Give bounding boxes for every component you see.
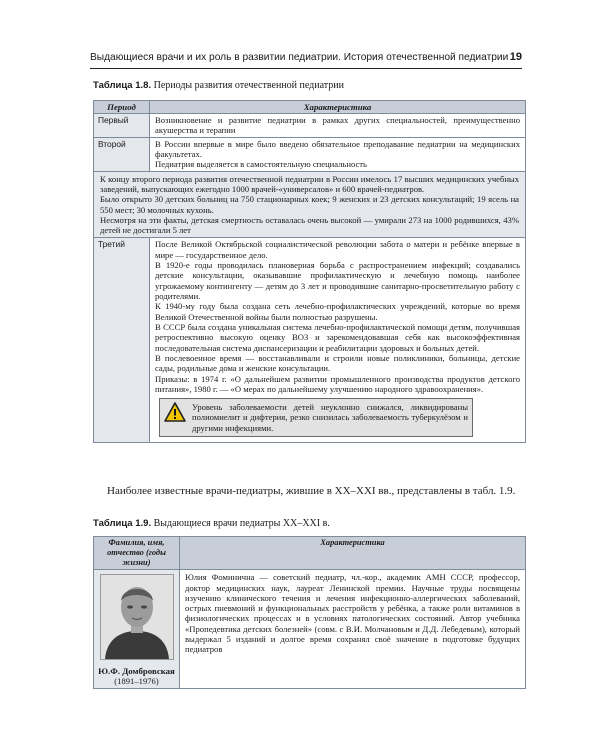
cell-line: В СССР была создана уникальная система лечебно-профилактической помощи детям, получившая ретроспективно высокую оценку ВОЗ и зарекомендовавшая себя как высокоэффективная последовательная система диспансеризации и реабилитации здоровых и больных детей. <box>155 321 520 353</box>
summary-row <box>94 171 526 238</box>
table-row <box>94 238 526 443</box>
table-1-9-caption <box>93 518 330 529</box>
characteristic-cell <box>150 137 526 171</box>
table-row <box>94 570 526 689</box>
cell-line: Возникновение и развитие педиатрии в рамках других специальностей, преимущественно акушерства и терапии <box>155 115 520 136</box>
table-row <box>94 114 526 138</box>
physician-years: (1891–1976) <box>114 676 159 687</box>
physician-cell <box>94 570 180 689</box>
summary-line: Несмотря на эти факты, детская смертность оставалась очень высокой — умирали 273 на 1000 родившихся, 43% детей не достигали 5 лет <box>100 214 519 236</box>
body-paragraph: Наиболее известные врачи-педиатры, жившие в XX–XXI вв., представлены в табл. 1.9. <box>107 485 516 497</box>
cell-line: В послевоенное время — восстанавливали и строили новые поликлиники, больницы, детские сады, родильные дома и женские консультации. <box>155 352 520 374</box>
caption-text: Выдающиеся врачи педиатры XX–XXI в. <box>153 518 330 529</box>
cell-line: В 1920-е годы проводилась плановерная борьба с распространением инфекций; создавались детские консультации, оказывавшие профилактическую и лечебную помощь наиболее угрожаемому контингенту — детям до 3 лет и проводившие санитарно-просветительную работу с родителями. <box>155 260 520 301</box>
period-cell: Второй <box>94 137 150 171</box>
summary-line: К концу второго периода развития отечественной педиатрии в России имелось 17 высших медицинских учебных заведений, выпускающих ежегодно 1000 врачей-«универсалов» и 600 врачей-педиатров. <box>100 173 519 194</box>
characteristic-cell <box>150 114 526 138</box>
period-cell: Третий <box>94 238 150 443</box>
cell-line: Приказы: в 1974 г. «О дальнейшем развитии промышленного производства продуктов детского питания», 1980 г. — «О мерах по дальнейшему улучшению народного здравоохранения». <box>155 373 520 394</box>
physician-name: Ю.Ф. Домбровская <box>98 665 175 676</box>
summary-cell <box>94 171 526 238</box>
warning-icon <box>164 402 186 422</box>
table-row <box>94 137 526 171</box>
col-header-period: Период <box>94 101 150 114</box>
characteristic-cell: Юлия Фоминична — советский педиатр, чл.-кор., академик АМН СССР, профессор, доктор медицинских наук, лауреат Ленинской премии. Научные труды посвящены изучению клинического течения и лечения инфекционно-аллергических заболеваний, острых пневмоний и функциональных расстройств у ребёнка, а также роли витаминов в физиологических процессах и в условиях патологических состояний. Автор учебника «Пропедевтика детских болезней» (совм. с В.И. Молчановым и Д.Д. Лебедевым), который выдержал 5 изданий и долгое время сохранял своё значение в подготовке будущих педиатров <box>180 570 526 689</box>
cell-line: К 1940-му году была создана сеть лечебно-профилактических учреждений, которые во время Великой Отечественной войны были полностью разрушены. <box>155 301 520 322</box>
cell-line: В России впервые в мире было введено обязательное преподавание педиатрии на медицинских факультетах. <box>155 138 520 159</box>
table-1-8-caption <box>93 80 344 91</box>
period-cell: Первый <box>94 114 150 138</box>
summary-line: Было открыто 30 детских больниц на 750 стационарных коек; 9 женских и 23 детских консультаций; 19 ясель на 550 мест; 30 молочных кухонь. <box>100 194 519 215</box>
table-header-row <box>94 101 526 114</box>
running-title: Выдающиеся врачи и их роль в развитии педиатрии. История отечественной педиатрии <box>90 52 509 63</box>
page-number: 19 <box>509 51 522 63</box>
cell-line: Педиатрия выделяется в самостоятельную специальность <box>155 159 367 170</box>
caption-text: Периоды развития отечественной педиатрии <box>153 80 344 91</box>
warning-box <box>159 398 473 437</box>
col-header-name: Фамилия, имя, отчество (годы жизни) <box>94 537 180 570</box>
characteristic-cell <box>150 238 526 443</box>
table-header-row <box>94 537 526 570</box>
cell-line: После Великой Октябрьской социалистической революции забота о матери и ребёнке впервые в мире — государственное дело. <box>155 239 520 260</box>
caption-label: Таблица 1.8. <box>93 80 152 91</box>
periods-table <box>93 100 526 443</box>
warning-text: Уровень заболеваемости детей неуклонно снижался, ликвидированы полиомиелит и дифтерия, резко снизилась заболеваемость туберкулёзом и другими инфекциями. <box>192 402 468 433</box>
col-header-characteristic: Характеристика <box>150 101 526 114</box>
col-header-characteristic: Характеристика <box>180 537 526 570</box>
caption-label: Таблица 1.9. <box>93 518 152 529</box>
running-header <box>90 52 522 69</box>
portrait-photo <box>100 574 174 660</box>
physicians-table <box>93 536 526 689</box>
